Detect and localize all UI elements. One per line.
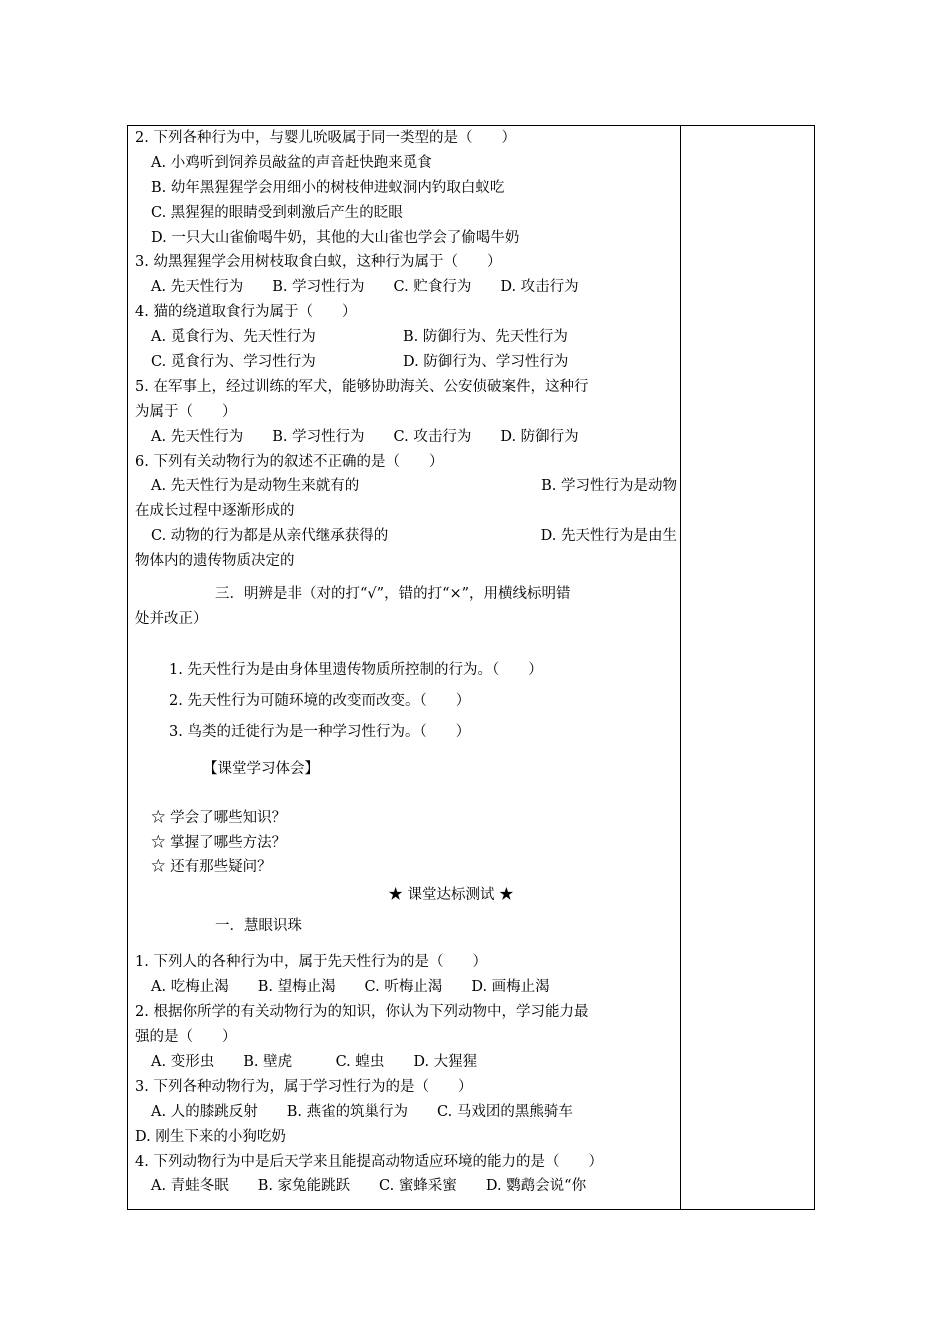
q2-option-d: D. 一只大山雀偷喝牛奶，其他的大山雀也学会了偷喝牛奶 [151, 229, 520, 246]
q6-option-b: B. 学习性行为是动物 [541, 478, 677, 495]
reflection-item-2: ☆ 掌握了哪些方法？ [151, 834, 287, 851]
q5-options: A. 先天性行为 B. 学习性行为 C. 攻击行为 D. 防御行为 [151, 428, 579, 445]
q6-line-2: 在成长过程中逐渐形成的 [135, 503, 295, 520]
q6-option-c: C. 动物的行为都是从亲代继承获得的 [151, 528, 389, 545]
question-5: 5. 在军事上，经过训练的军犬，能够协助海关、公安侦破案件，这种行 [135, 378, 589, 395]
question-2: 2. 下列各种行为中，与婴儿吮吸属于同一类型的是（ ） [135, 130, 516, 146]
q6-line-4: 物体内的遗传物质决定的 [135, 553, 295, 570]
q6-line-3 [135, 524, 677, 549]
test-section: 一．慧眼识珠 [215, 918, 302, 935]
test-title: ★ 课堂达标测试 ★ [388, 887, 514, 904]
q4-option-d: D. 防御行为、学习性行为 [403, 354, 569, 371]
test-question-2-cont: 强的是（ ） [135, 1029, 237, 1046]
q4-row-1 [135, 325, 677, 350]
test-q3-options: A. 人的膝跳反射 B. 燕雀的筑巢行为 C. 马戏团的黑熊骑车 [151, 1103, 573, 1120]
judge-item-3: 3. 鸟类的迁徙行为是一种学习性行为。（ ） [169, 723, 471, 740]
worksheet-content [135, 126, 677, 1199]
question-4: 4. 猫的绕道取食行为属于（ ） [135, 304, 357, 321]
test-question-1: 1. 下列人的各种行为中，属于先天性行为的是（ ） [135, 954, 487, 971]
test-q2-options: A. 变形虫 B. 壁虎 C. 蝗虫 D. 大猩猩 [151, 1053, 478, 1070]
q2-option-b: B. 幼年黑猩猩学会用细小的树枝伸进蚁洞内钓取白蚁吃 [151, 179, 505, 196]
judge-heading-cont: 处并改正） [135, 610, 208, 627]
q4-option-c: C. 觅食行为、学习性行为 [151, 354, 316, 371]
q6-line-1 [135, 474, 677, 499]
question-5-cont: 为属于（ ） [135, 403, 237, 420]
reflection-item-3: ☆ 还有那些疑问？ [151, 859, 272, 876]
test-q4-options: A. 青蛙冬眠 B. 家兔能跳跃 C. 蜜蜂采蜜 D. 鹦鹉会说“你 [151, 1178, 587, 1195]
test-question-4: 4. 下列动物行为中是后天学来且能提高动物适应环境的能力的是（ ） [135, 1153, 603, 1170]
q2-option-a: A. 小鸡听到饲养员敲盆的声音赶快跑来觅食 [151, 154, 432, 171]
q6-option-a: A. 先天性行为是动物生来就有的 [151, 478, 360, 495]
judge-heading: 三．明辨是非（对的打“√”，错的打“×”，用横线标明错 [215, 586, 571, 603]
q4-option-a: A. 觅食行为、先天性行为 [151, 329, 316, 346]
column-divider [680, 125, 681, 1210]
judge-item-1: 1. 先天性行为是由身体里遗传物质所控制的行为。（ ） [169, 661, 543, 678]
q3-options: A. 先天性行为 B. 学习性行为 C. 贮食行为 D. 攻击行为 [151, 279, 579, 296]
test-question-2: 2. 根据你所学的有关动物行为的知识，你认为下列动物中，学习能力最 [135, 1004, 589, 1021]
q4-option-b: B. 防御行为、先天性行为 [403, 329, 568, 346]
test-q3-option-d: D. 刚生下来的小狗吃奶 [135, 1128, 286, 1145]
question-3: 3. 幼黑猩猩学会用树枝取食白蚁，这种行为属于（ ） [135, 254, 502, 271]
reflection-heading: 【课堂学习体会】 [203, 760, 319, 777]
question-6: 6. 下列有关动物行为的叙述不正确的是（ ） [135, 453, 444, 470]
q6-option-d: D. 先天性行为是由生 [540, 528, 677, 545]
test-q1-options: A. 吃梅止渴 B. 望梅止渴 C. 听梅止渴 D. 画梅止渴 [151, 979, 550, 996]
q2-option-c: C. 黑猩猩的眼睛受到刺激后产生的眨眼 [151, 204, 403, 221]
reflection-item-1: ☆ 学会了哪些知识？ [151, 809, 287, 826]
q4-row-2 [135, 350, 677, 375]
test-question-3: 3. 下列各种动物行为，属于学习性行为的是（ ） [135, 1078, 473, 1095]
judge-item-2: 2. 先天性行为可随环境的改变而改变。（ ） [169, 692, 471, 709]
